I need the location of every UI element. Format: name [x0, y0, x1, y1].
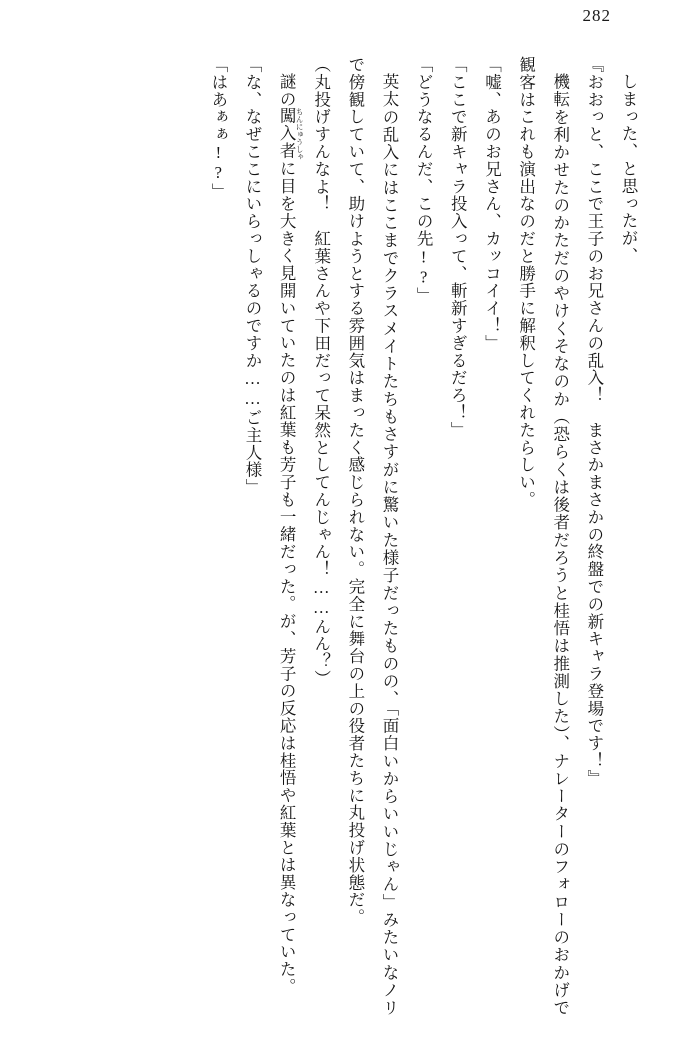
paragraph: 機転を利かせたのかただのやけくそなのか（恐らくは後者だろうと桂悟は推測した）、ナレーターのフォローのおかげで観客はこれも演出なのだと勝手に解釈してくれたらしい。: [516, 56, 570, 1016]
paragraph: 「どうなるんだ、この先!?」: [414, 56, 434, 305]
paragraph: 英太の乱入にはここまでクラスメイトたちもさすがに驚いた様子だったものの、「面白いからいいじゃん」みたいなノリで傍観していて、助けようとする雰囲気はまったく感じられない。完全に舞台の上の役者たちに丸投げ状態だ。: [345, 56, 400, 1016]
paragraph: しまった、と思ったが、: [619, 72, 638, 264]
paragraph-prefix: 謎の: [277, 72, 297, 108]
ruby-annotation: [277, 107, 305, 160]
page-text-body: [34, 56, 645, 1016]
paragraph-suffix: に目を大きく見開いていたのは紅葉も芳子も一緒だった。が、芳子の反応は桂悟や紅葉とは異なっていた。: [277, 159, 297, 995]
page-number: 282: [582, 6, 611, 25]
paragraph: 『おおっと、ここで王子のお兄さんの乱入！ まさかまさかの終盤での新キャラ登場です！』: [584, 56, 604, 787]
ruby-base: 闖入者: [277, 107, 297, 160]
paragraph: 「はあぁぁ!?」: [208, 56, 228, 201]
ruby-reading: ちんにゅうしゃ: [295, 107, 305, 160]
paragraph: 「嘘、あのお兄さん、カッコイイ！」: [482, 56, 502, 352]
paragraph: 「な、なぜここにいらっしゃるのですか……ご主人様」: [242, 56, 262, 496]
paragraph: （丸投げすんなよ！ 紅葉さんや下田だって呆然としてんじゃん！……んん？）: [311, 56, 331, 688]
paragraph: 「ここで新キャラ投入って、斬新すぎるだろ！」: [448, 56, 468, 439]
paragraph-with-ruby: [269, 56, 304, 1016]
